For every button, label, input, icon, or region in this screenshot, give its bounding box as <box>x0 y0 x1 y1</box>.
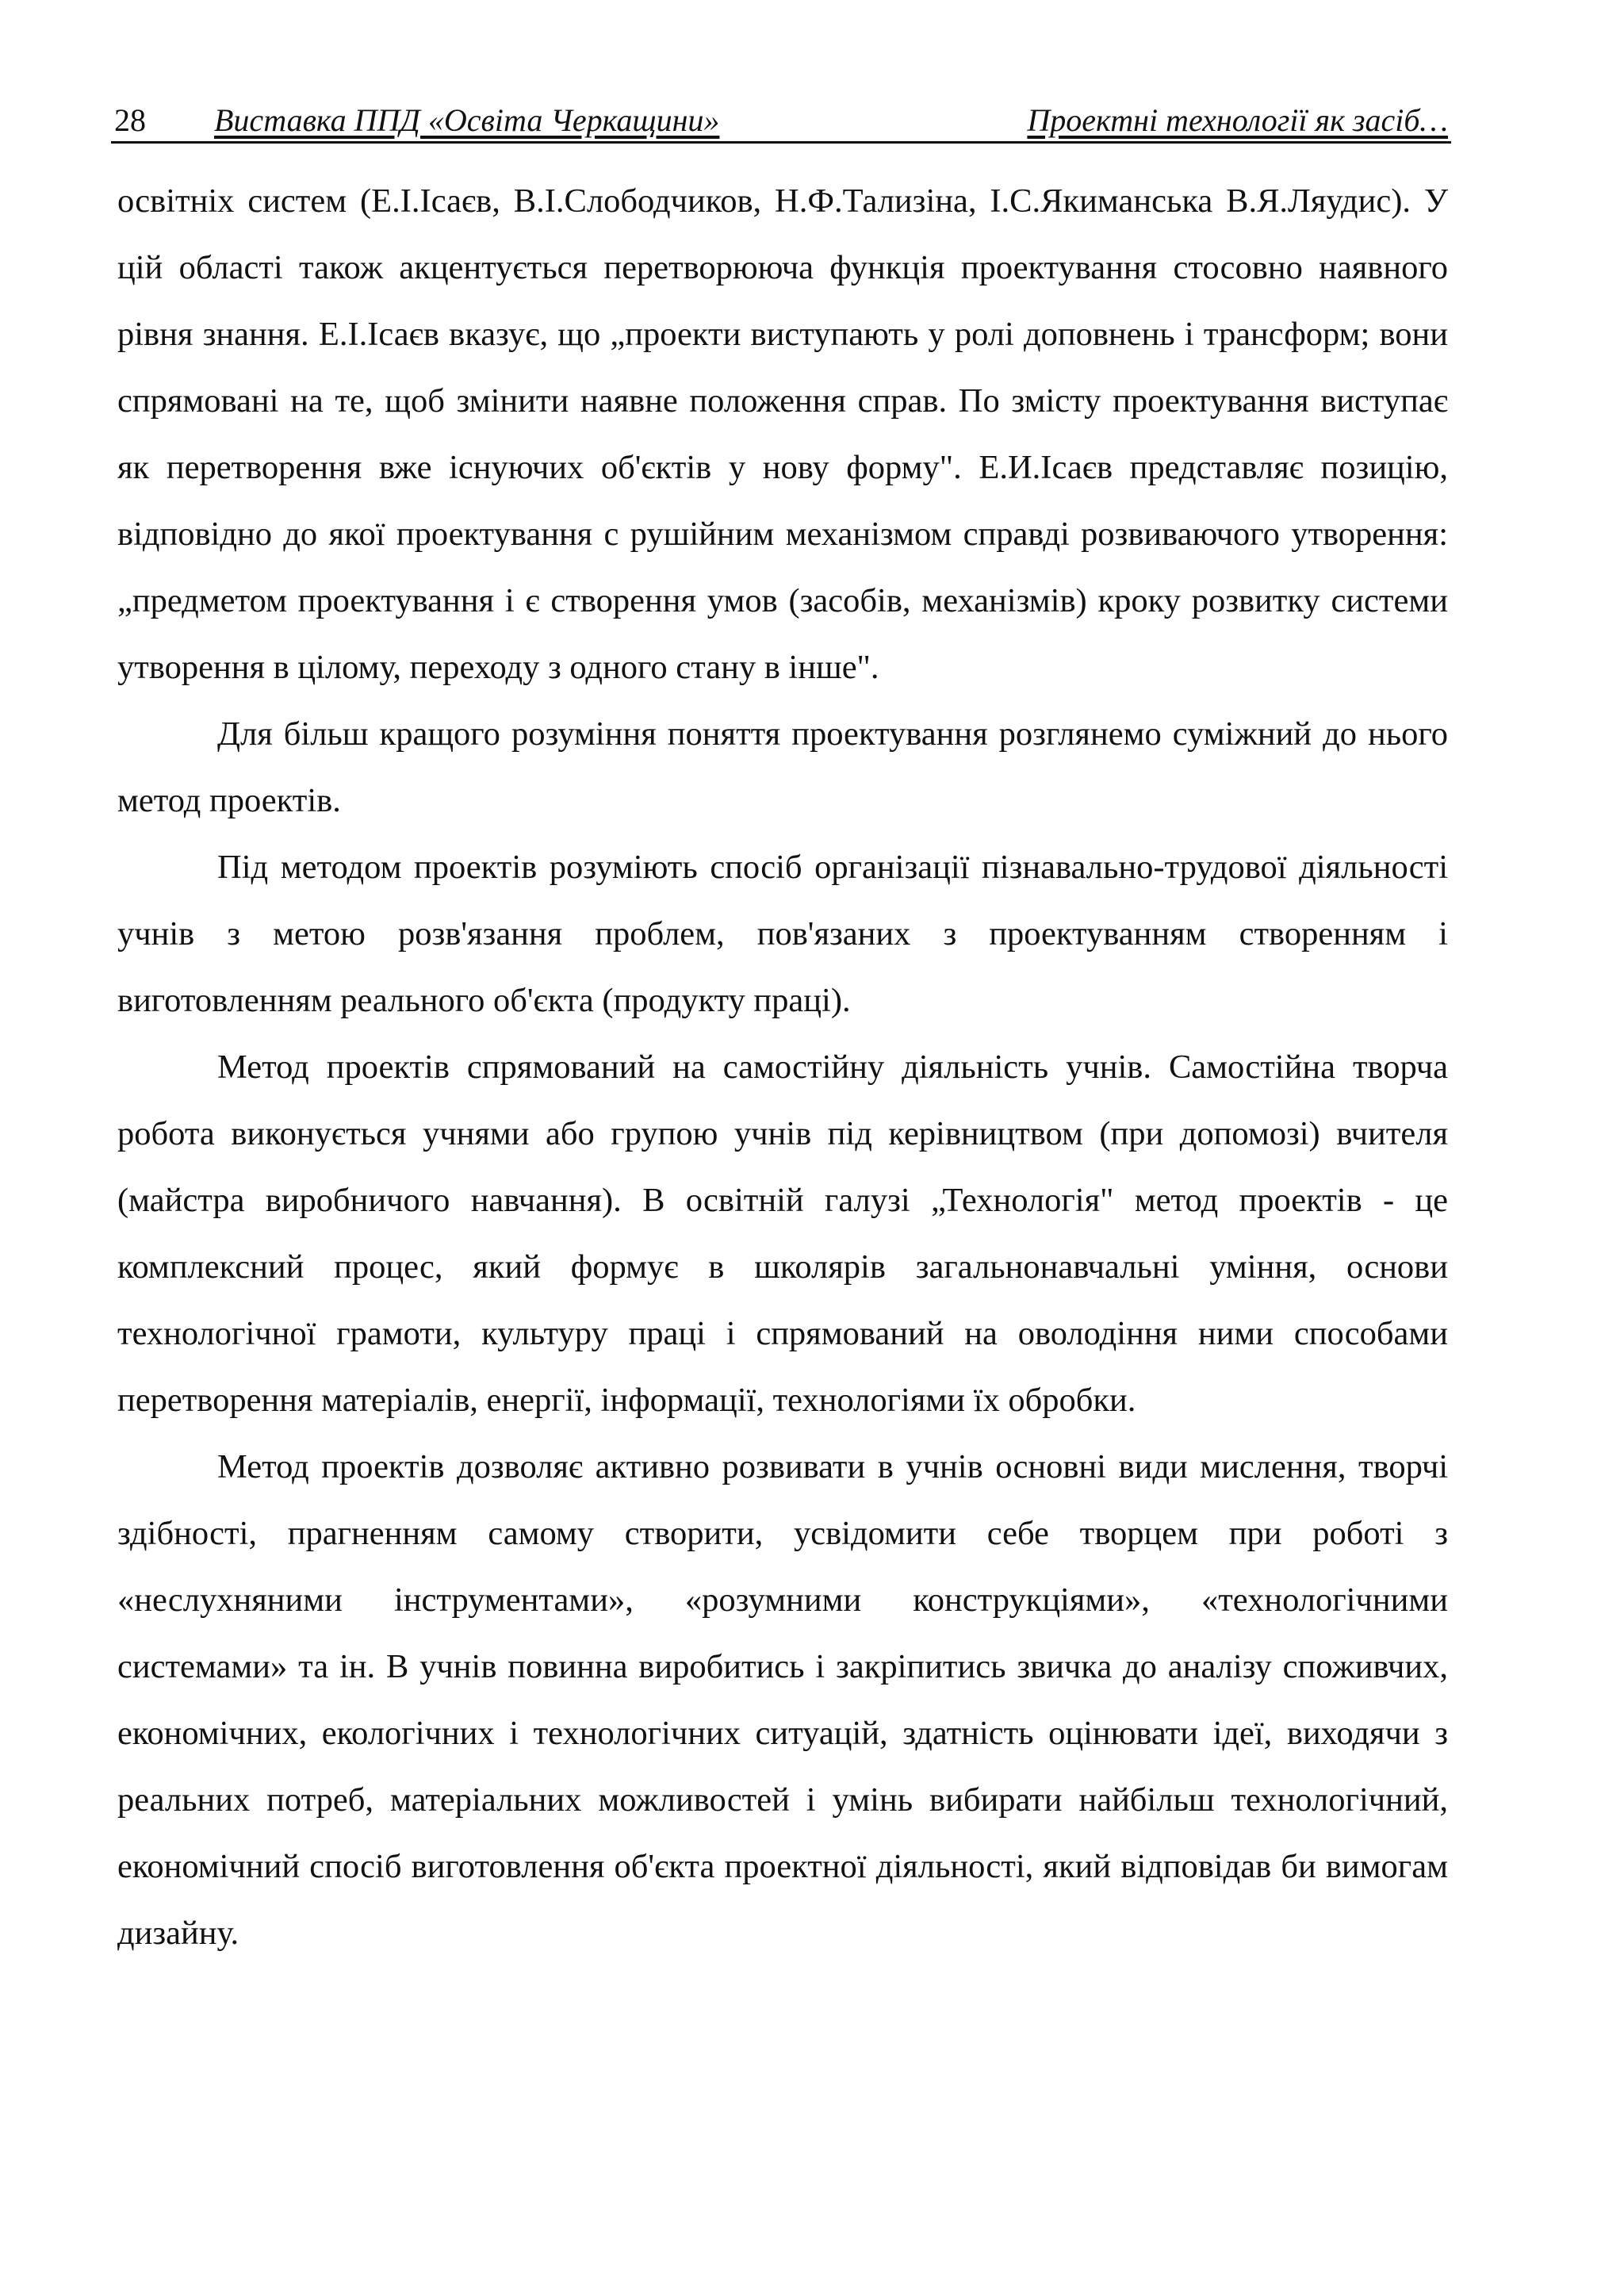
header-right-title: Проектні технології як засіб… <box>1027 102 1448 138</box>
paragraph: Для більш кращого розуміння поняття проектування розглянемо суміжний до нього метод проектів. <box>117 715 1448 819</box>
document-body <box>117 168 1448 1967</box>
paragraph: Під методом проектів розуміють спосіб організації пізнавально-трудової діяльності учнів з метою розв'язання проблем, пов'язаних з проектуванням створенням і виготовленням реального об'єкта (продукту праці). <box>117 849 1448 1019</box>
page-number: 28 <box>114 102 146 138</box>
header-left-title: Виставка ППД «Освіта Черкащини» <box>214 102 720 138</box>
paragraph: освітніх систем (Е.І.Ісаєв, В.І.Слободчиков, Н.Ф.Тализіна, І.С.Якиманська В.Я.Ляудис). У цій області також акцентується перетворююча функція проектування стосовно наявного рівня знання. Е.І.Ісаєв вказує, що „проекти виступають у ролі доповнень і трансформ; вони спрямовані на те, щоб змінити наявне положення справ. По змісту проектування виступає як перетворення вже існуючих об'єктів у нову форму". Е.И.Ісаєв представляє позицію, відповідно до якої проектування с рушійним механізмом справді розвиваючого утворення: „предметом проектування і є створення умов (засобів, механізмів) кроку розвитку системи утворення в цілому, переходу з одного стану в інше". <box>117 182 1448 686</box>
paragraph: Метод проектів спрямований на самостійну діяльність учнів. Самостійна творча робота виконується учнями або групою учнів під керівництвом (при допомозі) вчителя (майстра виробничого навчання). В освітній галузі „Технологія" метод проектів - це комплексний процес, який формує в школярів загальнонавчальні уміння, основи технологічної грамоти, культуру праці і спрямований на оволодіння ними способами перетворення матеріалів, енергії, інформації, технологіями їх обробки. <box>117 1048 1448 1419</box>
page-header <box>111 100 1451 144</box>
paragraph: Метод проектів дозволяє активно розвивати в учнів основні види мислення, творчі здібності, прагненням самому створити, усвідомити себе творцем при роботі з «неслухняними інструментами», «розумними конструкціями», «технологічними системами» та ін. В учнів повинна виробитись і закріпитись звичка до аналізу споживчих, економічних, екологічних і технологічних ситуацій, здатність оцінювати ідеї, виходячи з реальних потреб, матеріальних можливостей і умінь вибирати найбільш технологічний, економічний спосіб виготовлення об'єкта проектної діяльності, який відповідав би вимогам дизайну. <box>117 1448 1448 1952</box>
